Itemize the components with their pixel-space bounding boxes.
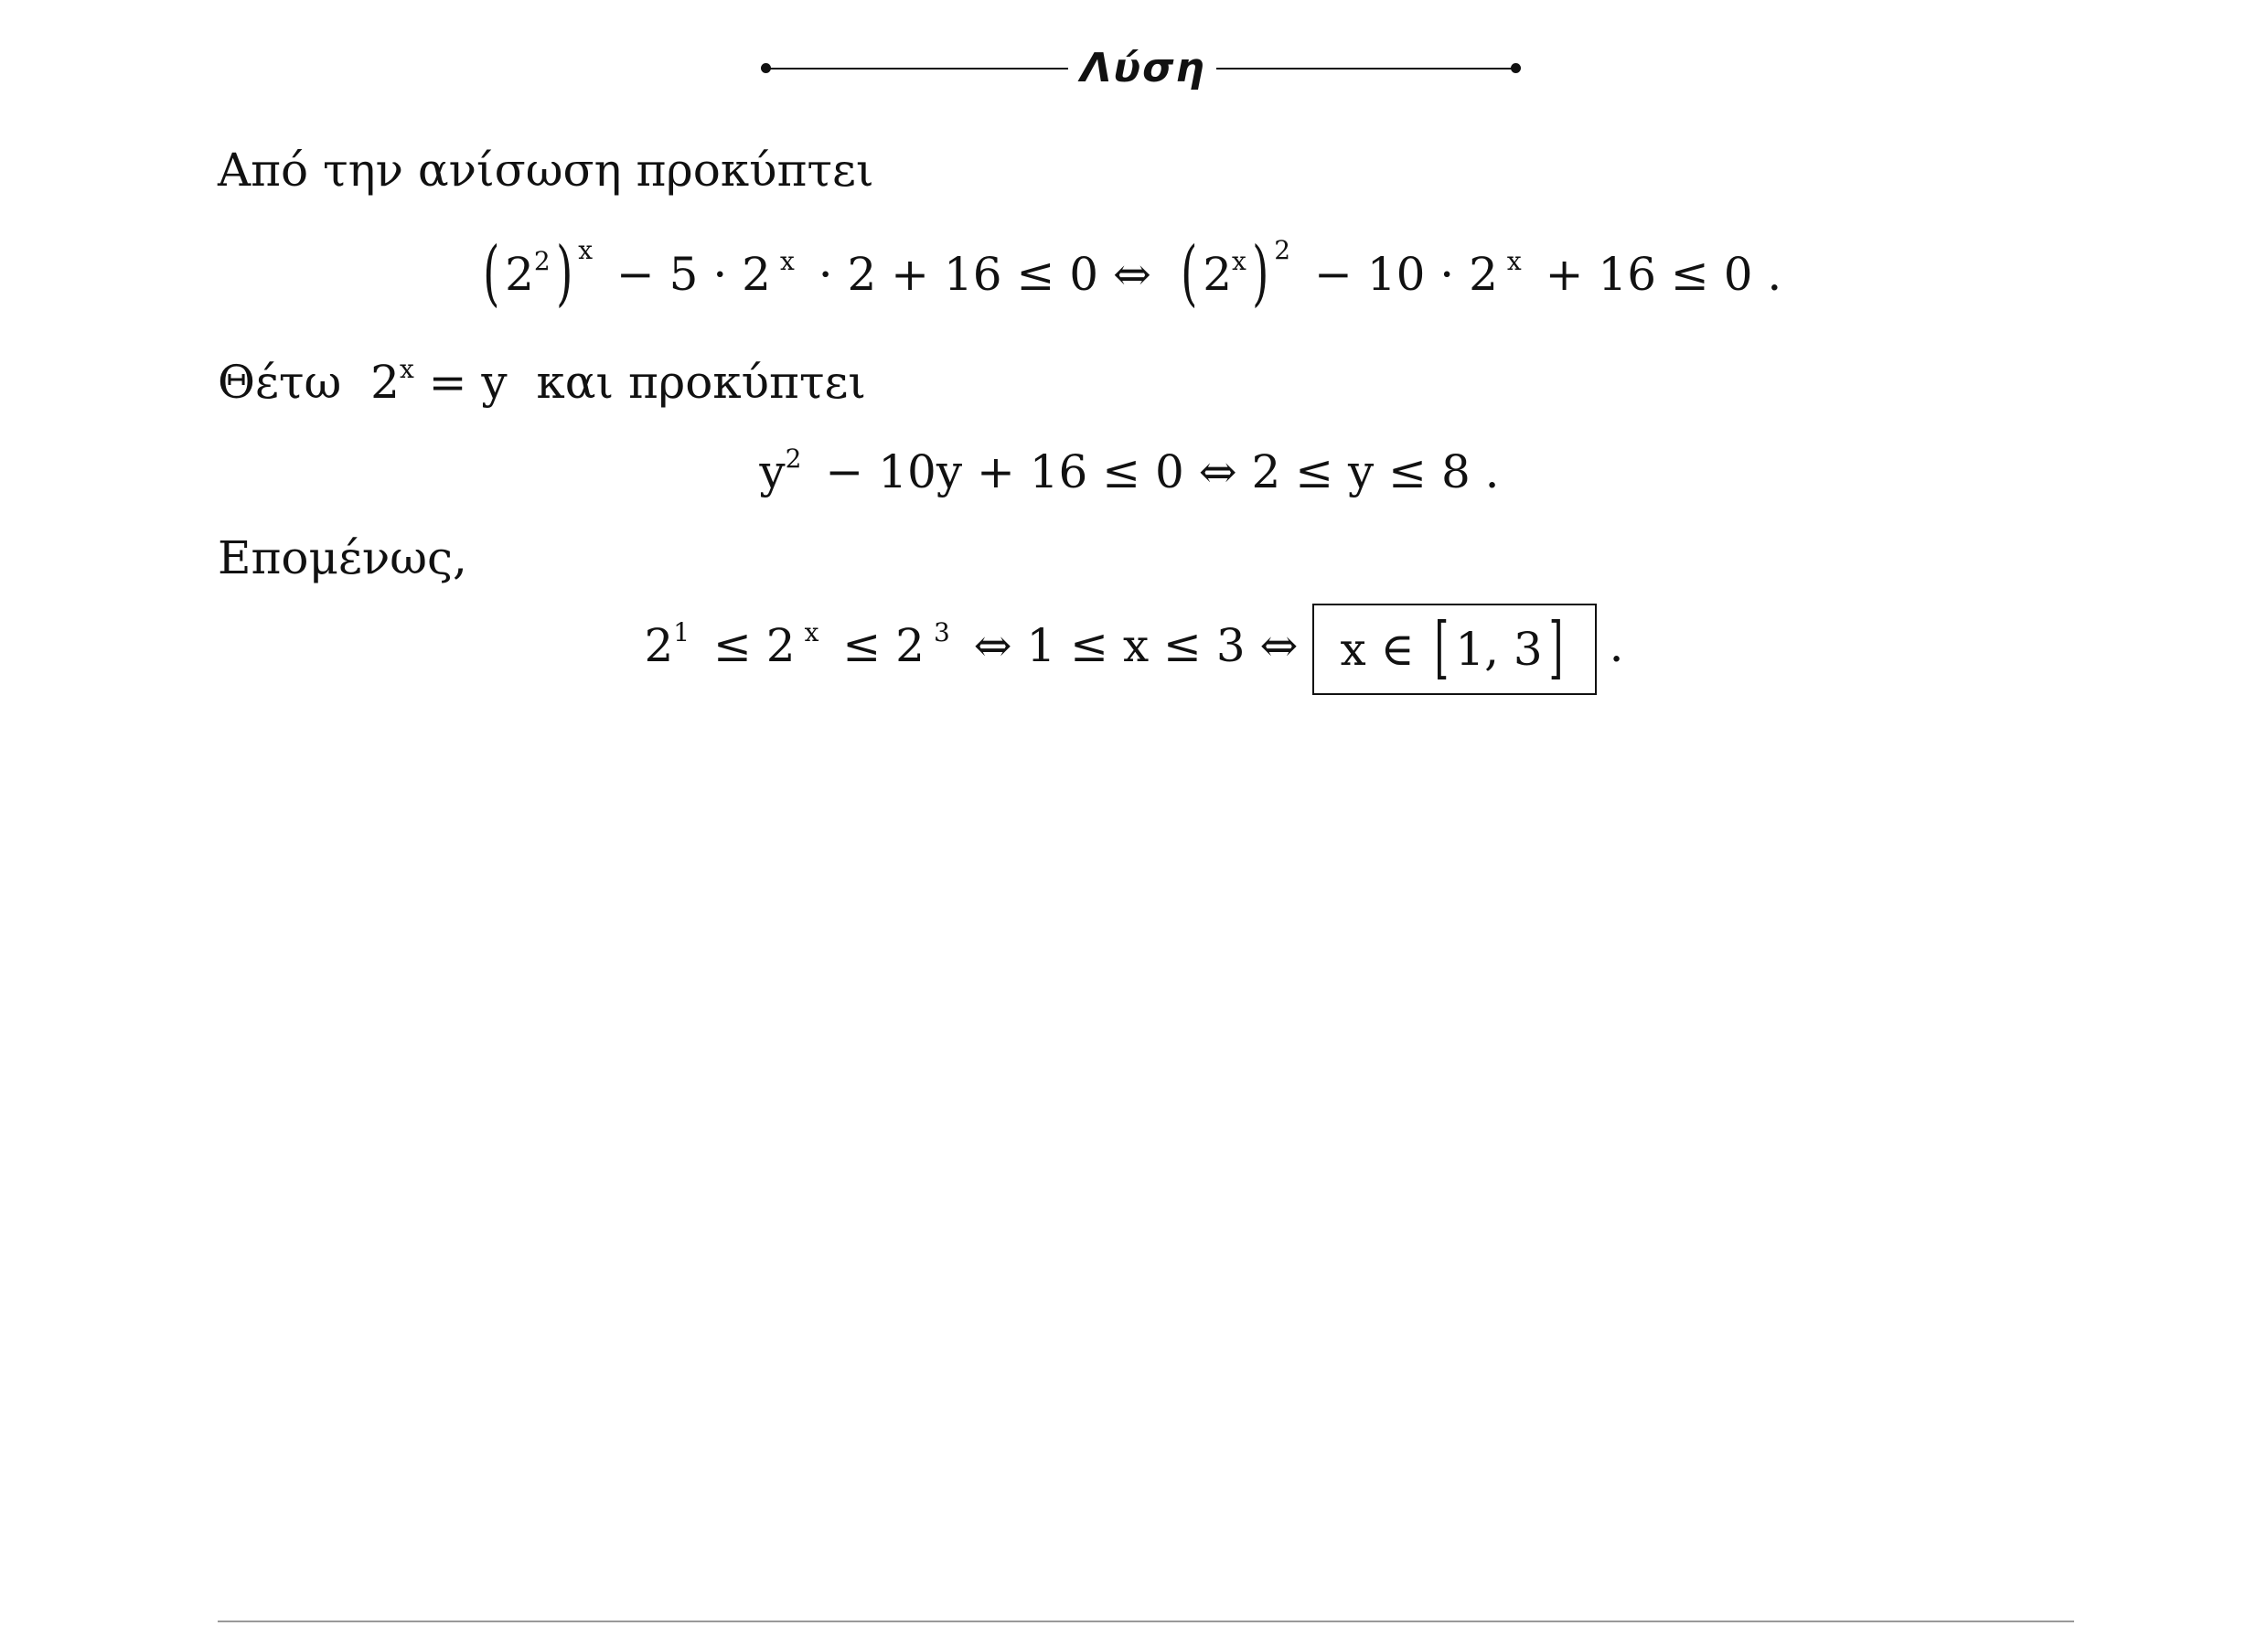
eq1-part3: − 10 · 2 [1314,248,1498,301]
eq1-exp1: x [779,246,795,276]
left-bracket: [ [1434,608,1450,687]
paragraph-therefore: Επομένως, [218,531,467,584]
eq2-base: y [759,445,786,498]
eq1-exp-inner: 2 [533,246,551,276]
footer-rule [218,1621,2074,1622]
eq3-s3: ⇔ 1 ≤ x ≤ 3 ⇔ [973,619,1299,672]
eq2-rest: − 10y + 16 ≤ 0 ⇔ 2 ≤ y ≤ 8 . [825,445,1500,498]
right-bracket: ] [1548,608,1564,687]
paragraph-intro: Από την ανίσωση προκύπτει [218,144,874,197]
eq3-e3: 3 [933,617,950,647]
eq1-exp2-inner: x [1232,246,1246,276]
ornament-line-right [1216,68,1518,70]
ornament-dot-right [1511,63,1521,73]
eq1-exp2-outer: 2 [1274,235,1291,265]
substitution-rest: = y [428,356,508,409]
equation-1 [0,232,2268,315]
right-paren: ) [555,232,573,315]
substitution-exp: x [399,354,414,384]
solution-header [0,37,2268,101]
substitution-text-after: και προκύπτει [536,356,867,409]
answer-interval: 1, 3 [1455,623,1543,676]
eq1-base2: 2 [1203,248,1233,301]
eq3-s2: ≤ 2 [842,619,925,672]
eq2-exp: 2 [785,444,802,474]
eq1-exp-outer: x [578,235,593,265]
paragraph-substitution [218,355,866,410]
eq3-end: . [1609,619,1624,672]
ornament-line-left [766,68,1068,70]
substitution-text-before: Θέτω [218,356,342,409]
eq3-s1: ≤ 2 [713,619,796,672]
equation-2 [0,435,2268,508]
equation-3 [0,604,2268,695]
left-paren-2: ( [1180,232,1198,315]
eq1-part1: − 5 · 2 [615,248,771,301]
eq1-part2: · 2 + 16 ≤ 0 ⇔ [818,248,1151,301]
eq3-e1: 1 [673,617,690,647]
answer-prefix: x ∈ [1340,623,1415,676]
substitution-base: 2 [370,356,400,409]
solution-title: Λύση [1080,45,1206,91]
eq3-b1: 2 [644,619,674,672]
eq3-e2: x [804,617,819,647]
eq1-base-inner: 2 [505,248,534,301]
left-paren: ( [482,232,500,315]
right-paren-2: ) [1251,232,1269,315]
eq1-part4: + 16 ≤ 0 . [1545,248,1782,301]
final-answer-box [1312,604,1596,695]
eq1-exp3: x [1506,246,1522,276]
